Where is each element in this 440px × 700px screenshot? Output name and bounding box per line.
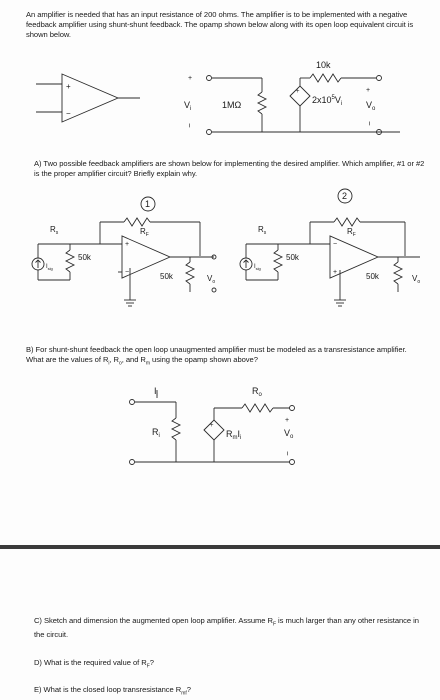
svg-text:50k: 50k <box>160 272 173 281</box>
svg-text:Isig: $I_{sig}$ <box>254 264 261 271</box>
intro-text: An amplifier is needed that has an input resistance of 200 ohms. The amplifier is to be implemented with a negative feedback amplifier using shunt-shunt feedback. The opamp shown below along with its open loop equivalent circuit is shown below. <box>26 10 414 40</box>
svg-text:Ii: $I_i$ <box>154 386 158 398</box>
svg-text:+: + <box>210 423 214 429</box>
feedback-circuits-figure <box>0 182 440 322</box>
opamp-plus: + <box>66 82 71 91</box>
gain-label: $2x10^5V_i$ <box>312 95 343 107</box>
svg-text:−: − <box>125 269 130 276</box>
part-e-text: E) What is the closed loop transresistance $R_{mf}$? <box>34 685 191 697</box>
svg-text:Isig: $I_{sig}$ <box>46 264 53 271</box>
circuit-1-number: 1 <box>145 199 151 209</box>
svg-text:−: − <box>333 241 338 248</box>
equivalent-model <box>184 60 400 135</box>
svg-text:RF: $R_F$ <box>347 227 356 238</box>
vo-label: V <box>366 100 373 110</box>
svg-text:Ro: $R_o$ <box>252 386 262 398</box>
svg-text:RmIi: $R_mI_i$ <box>226 429 242 441</box>
circuit-1 <box>32 197 216 306</box>
ii-label: I <box>154 386 157 396</box>
opamp-model-figure <box>0 56 440 156</box>
svg-text:+: + <box>333 269 338 276</box>
svg-text:RF: $R_F$ <box>140 227 149 238</box>
vi-minus: − <box>185 123 194 128</box>
svg-text:+: + <box>285 417 290 424</box>
rout-label: 10k <box>316 60 331 70</box>
circuit-2 <box>240 189 420 306</box>
svg-text:Rs: $R_s$ <box>50 225 59 236</box>
vi-label: V <box>184 100 191 110</box>
svg-text:Vo: $V_o$ <box>366 100 376 112</box>
circuit-2-number: 2 <box>342 191 348 201</box>
svg-text:Vo: $V_o$ <box>412 274 421 285</box>
vi-plus: + <box>188 75 193 82</box>
svg-text:Vi: $V_i$ <box>184 100 192 112</box>
svg-text:Vo: $V_o$ <box>284 428 294 440</box>
svg-text:Ri: $R_i$ <box>152 427 160 439</box>
svg-text:+: + <box>125 241 130 248</box>
vo-minus: − <box>365 121 374 126</box>
vo-plus: + <box>366 87 371 94</box>
svg-text:+: + <box>296 89 300 95</box>
svg-text:50k: 50k <box>78 253 91 262</box>
svg-text:Rs: $R_s$ <box>258 225 267 236</box>
opamp-symbol <box>36 74 140 122</box>
svg-text:50k: 50k <box>366 272 379 281</box>
transresistance-model-figure <box>0 380 440 470</box>
part-a-text: A) Two possible feedback amplifiers are shown below for implementing the desired amplifier. Which amplifier, #1 or #2 is the proper amplifier circuit? Briefly explain why. <box>34 159 425 179</box>
opamp-minus: − <box>66 109 71 118</box>
svg-text:−: − <box>283 451 292 456</box>
rin-label: 1MΩ <box>222 100 242 110</box>
part-b-text: B) For shunt-shunt feedback the open loop unaugmented amplifier must be modeled as a transresistance amplifier. What are the values of $R_i$, $R_o$, and $R_m$ using the opamp shown above? <box>26 345 407 367</box>
page-divider <box>0 545 440 549</box>
svg-text:Vo: $V_o$ <box>207 274 216 285</box>
part-d-text: D) What is the required value of $R_F$? <box>34 658 154 670</box>
part-c-text: C) Sketch and dimension the augmented open loop amplifier. Assume $R_F$ is much larger than any other resistance in the circuit. <box>34 616 419 639</box>
svg-text:50k: 50k <box>286 253 299 262</box>
